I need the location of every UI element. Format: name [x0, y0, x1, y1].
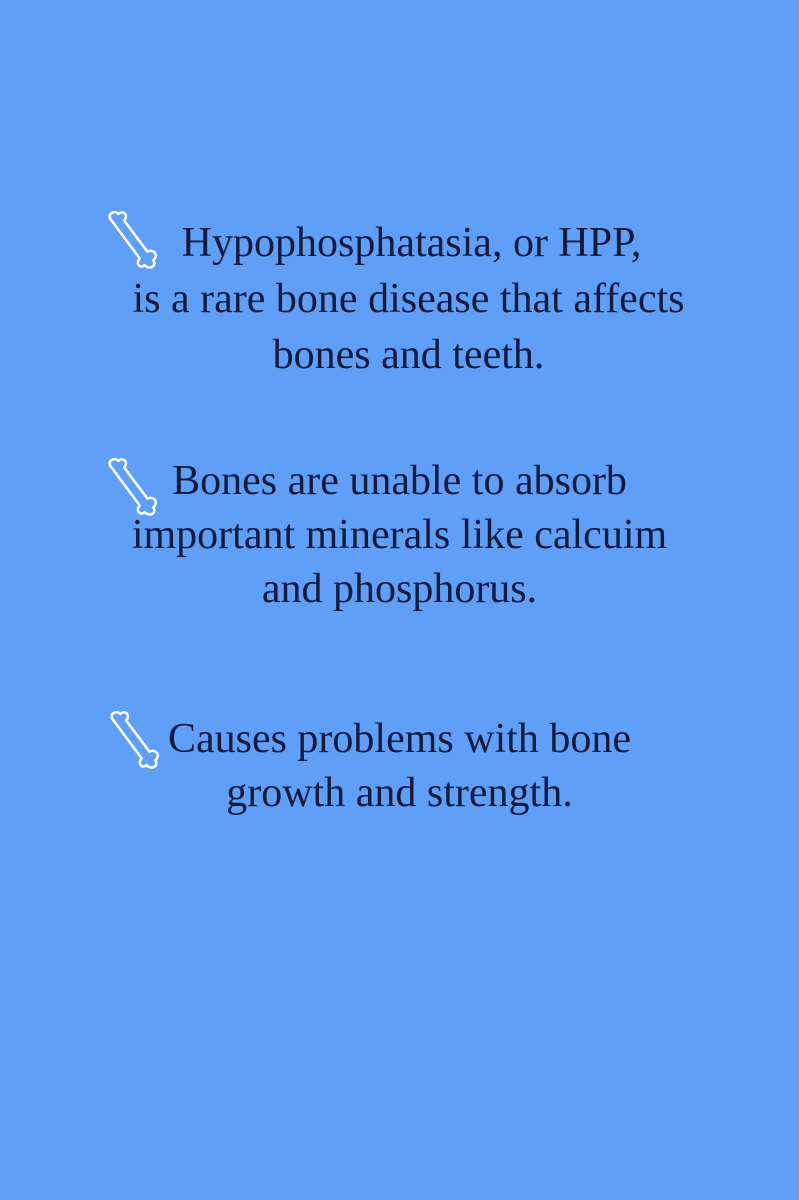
- fact-growth-line-1: Causes problems with bone: [167, 716, 632, 762]
- fact-hpp-line-3: bones and teeth.: [272, 332, 545, 378]
- fact-growth-line-2: growth and strength.: [226, 770, 573, 816]
- fact-minerals-line-3: and phosphorus.: [261, 566, 538, 612]
- fact-hpp-line-2: is a rare bone disease that affects: [132, 276, 685, 322]
- fact-hpp-line-1: Hypophosphatasia, or HPP,: [181, 220, 642, 266]
- fact-minerals-line-1: Bones are unable to absorb: [172, 458, 627, 504]
- fact-minerals-line-2: important minerals like calcuim: [131, 512, 668, 558]
